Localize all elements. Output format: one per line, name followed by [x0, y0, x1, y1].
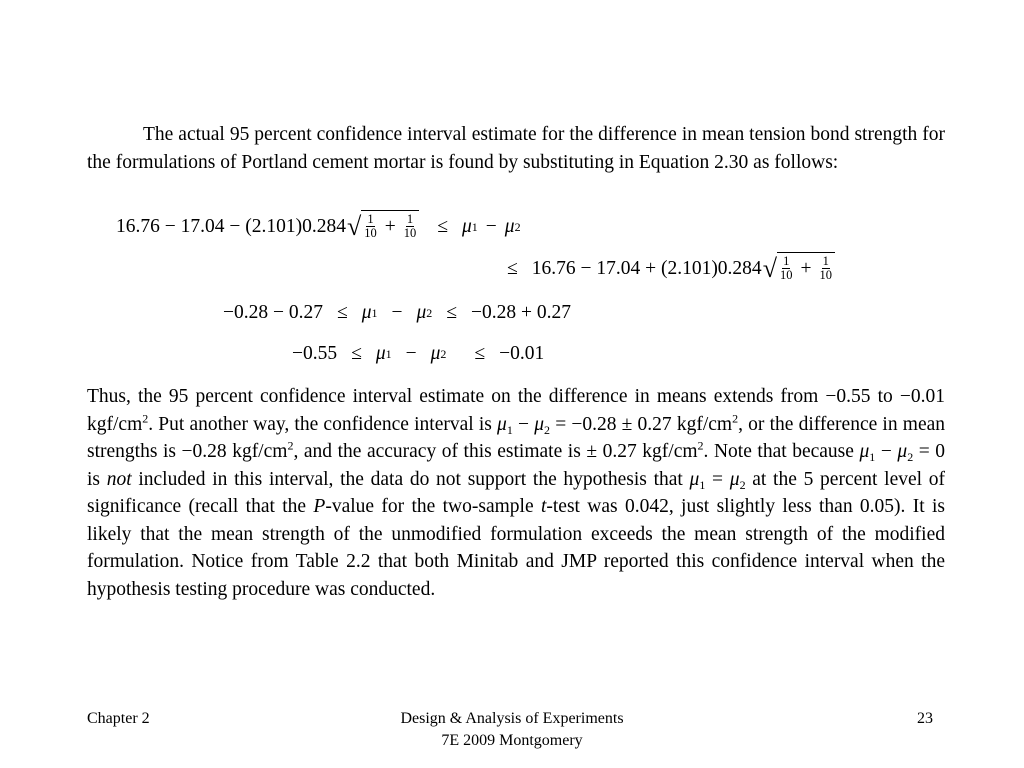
eq2-prefix: 16.76 − 17.04 + (2.101)0.284: [531, 258, 762, 279]
footer-course: [362, 708, 662, 752]
eq1-prefix: 16.76 − 17.04 − (2.101)0.284: [116, 216, 346, 237]
sqrt-icon: √: [762, 254, 777, 283]
equation-line-2: ≤ 16.76 − 17.04 + (2.101)0.284 √ $\frac{1}{10}$ + $\frac{1}{10}$: [507, 256, 835, 282]
page-number: 23: [917, 710, 933, 727]
intro-text: The actual 95 percent confidence interval estimate for the difference in mean tension bond strength for the formulations of Portland cement mortar is found by substituting in Equation 2.30 as follows:: [87, 124, 945, 173]
equation-line-3: −0.28 − 0.27 ≤ μ 1 − μ 2 ≤ −0.28 + 0.27: [223, 302, 571, 323]
intro-paragraph: [87, 121, 945, 176]
equation-line-1: 16.76 − 17.04 − (2.101)0.284 √ $\frac{1}{10}$ + $\frac{1}{10}$ ≤ μ 1 − μ 2: [116, 212, 521, 241]
footer-course-line1: Design & Analysis of Experiments: [400, 710, 624, 727]
fraction: $\frac{1}{10}$: [364, 212, 377, 240]
fraction: $\frac{1}{10}$: [403, 212, 417, 240]
sqrt-icon: √: [346, 212, 362, 241]
equation-line-4: −0.55 ≤ μ 1 − μ 2 ≤ −0.01: [292, 343, 545, 364]
fraction: $\frac{1}{10}$: [779, 254, 793, 282]
footer-chapter: Chapter 2: [87, 710, 150, 727]
fraction: $\frac{1}{10}$: [819, 254, 832, 282]
conclusion-paragraph: Thus, the 95 percent confidence interval estimate on the difference in means extends from −0.55 to −0.01 kgf/$cm^2$. Put another way, the confidence interval is $\mu_1 - \mu_2 = -0.28 \pm 0.27$ kgf/$cm^2$, or the difference in mean strengths is −0.28 kgf/$cm^2$, and the accuracy of this estimate is ± 0.27 kgf/$cm^2$. Note that because $\mu_1 - \mu_2 = 0$ is not included in this interval, the data do not support the hypothesis that $\mu_1 = \mu_2$ at the 5 percent level of significance (recall that the P-value for the two-sample t-test was 0.042, just slightly less than 0.05). It is likely that the mean strength of the unmodified formulation exceeds the mean strength of the modified formulation. Notice from Table 2.2 that both Minitab and JMP reported this confidence interval when the hypothesis testing procedure was conducted.: [87, 386, 946, 600]
footer-course-line2: 7E 2009 Montgomery: [441, 732, 583, 749]
sqrt-body: $\frac{1}{10}$ + $\frac{1}{10}$: [777, 252, 835, 282]
sqrt-body: $\frac{1}{10}$ + $\frac{1}{10}$: [361, 210, 419, 240]
